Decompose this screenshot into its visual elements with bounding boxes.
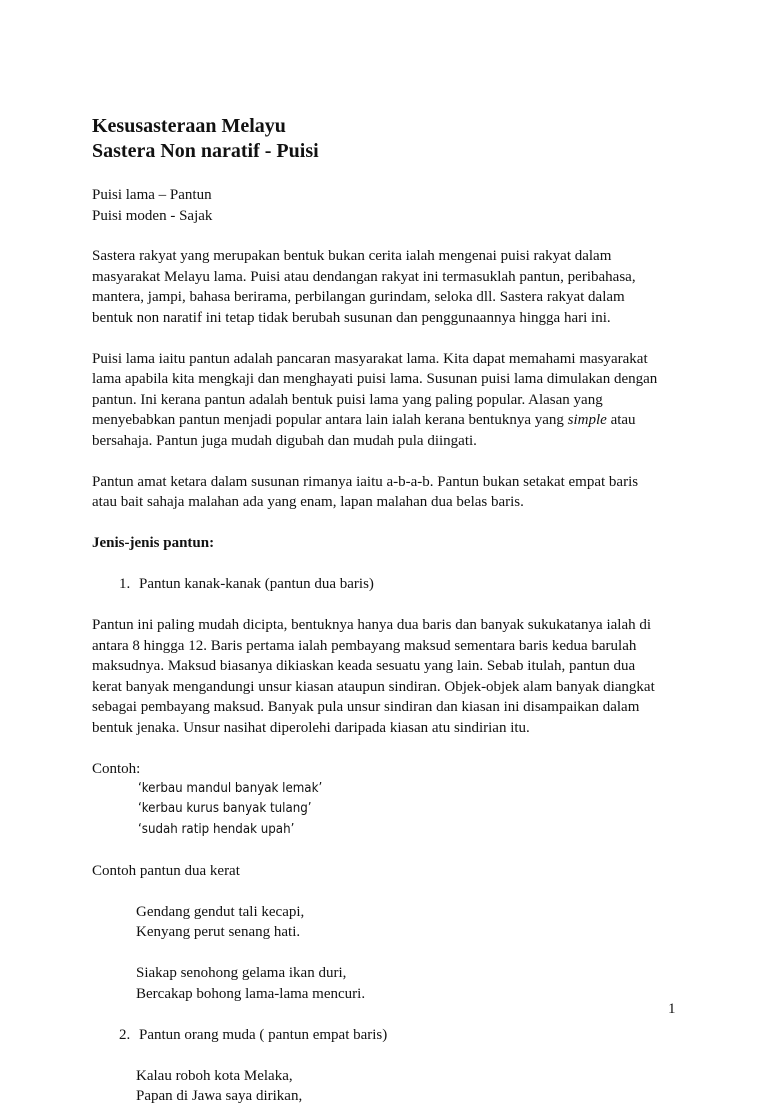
list-text: Pantun kanak-kanak (pantun dua baris) [139, 576, 374, 592]
text-line: Pantun amat ketara dalam susunan rimanya iaitu a-b-a-b. Pantun bukan setakat empat baris [92, 473, 639, 490]
verse-line: Kenyang perut senang hati. [136, 924, 301, 941]
document-body [92, 114, 692, 1107]
document-subtitle: Sastera Non naratif - Puisi [92, 140, 319, 162]
section-heading: Jenis-jenis pantun: [92, 535, 215, 551]
paragraph-3 [92, 472, 692, 513]
text-line: masyarakat Melayu lama. Puisi atau dendangan rakyat ini termasuklah pantun, peribahasa, [92, 268, 636, 285]
page-number: 1 [668, 1001, 676, 1017]
verse-2 [92, 963, 692, 1004]
verse-line: Papan di Jawa saya dirikan, [136, 1088, 303, 1105]
paragraph-2 [92, 349, 692, 452]
list-item-1 [92, 574, 692, 595]
paragraph-4 [92, 615, 692, 738]
text-line: Pantun ini paling mudah dicipta, bentuknya hanya dua baris dan banyak sukukatanya ialah di [92, 617, 652, 633]
text-line: kerat banyak mengandungi unsur kiasan ataupun sindiran. Objek-objek alam banyak diangkat [92, 678, 655, 695]
document-title: Kesusasteraan Melayu [92, 115, 286, 137]
example-line: ‘kerbau mandul banyak lemak’ [138, 781, 323, 796]
verse-line: Gendang gendut tali kecapi, [136, 903, 305, 920]
text-line: sebagai pembayang maksud. Banyak pula unsur sindiran dan kiasan ini disampaikan dalam [92, 699, 640, 715]
list-number: 1. [119, 576, 131, 592]
text-line: mantera, jampi, bahasa berirama, perbilangan gurindam, seloka dll. Sastera rakyat dalam [92, 289, 625, 305]
text-line: bentuk non naratif ini tetap tidak berubah susunan dan penggunaannya hingga hari ini. [92, 309, 611, 326]
example-line: ‘sudah ratip hendak upah’ [138, 821, 295, 837]
text-line: antara 8 hingga 12. Baris pertama ialah pembayang maksud sementara baris kedua barulah [92, 637, 637, 654]
type-line: Puisi moden - Sajak [92, 207, 213, 224]
contoh-label: Contoh: [92, 760, 141, 777]
text-line: maksudnya. Maksud biasanya dikiaskan keada sesuatu yang lain. Sebab itulah, pantun dua [92, 658, 636, 674]
verse-line: Kalau roboh kota Melaka, [136, 1067, 293, 1084]
text-span: menyebabkan pantun menjadi popular antara lain ialah kerana bentuknya yang [92, 412, 568, 428]
verse-3 [92, 1066, 692, 1107]
verse-line: Bercakap bohong lama-lama mencuri. [136, 985, 366, 1002]
list-text: Pantun orang muda ( pantun empat baris) [139, 1026, 388, 1043]
text-line [92, 410, 692, 431]
paragraph-1 [92, 246, 692, 328]
text-line: bentuk jenaka. Unsur nasihat diperolehi daripada kiasan atu sindirian itu. [92, 719, 530, 736]
text-line: atau bait sahaja malahan ada yang enam, lapan malahan dua belas baris. [92, 494, 524, 510]
text-line: lama apabila kita mengkaji dan menghayati puisi lama. Susunan puisi lama dimulakan dengan [92, 371, 658, 387]
text-span: atau [606, 412, 636, 428]
italic-word: simple [567, 412, 607, 428]
contoh-example [92, 779, 692, 840]
list-number: 2. [119, 1026, 131, 1043]
list-item-2 [92, 1025, 692, 1046]
text-line: Puisi lama iaitu pantun adalah pancaran masyarakat lama. Kita dapat memahami masyarakat [92, 350, 648, 367]
verse-line: Siakap senohong gelama ikan duri, [136, 965, 347, 982]
contoh2-label: Contoh pantun dua kerat [92, 862, 240, 879]
text-line: Sastera rakyat yang merupakan bentuk bukan cerita ialah mengenai puisi rakyat dalam [92, 248, 612, 264]
type-line: Puisi lama – Pantun [92, 187, 212, 203]
verse-1 [92, 902, 692, 943]
text-line: pantun. Ini kerana pantun adalah bentuk puisi lama yang paling popular. Alasan yang [92, 391, 603, 408]
text-line: bersahaja. Pantun juga mudah digubah dan mudah pula diingati. [92, 432, 477, 449]
example-line: ‘kerbau kurus banyak tulang’ [138, 801, 312, 817]
